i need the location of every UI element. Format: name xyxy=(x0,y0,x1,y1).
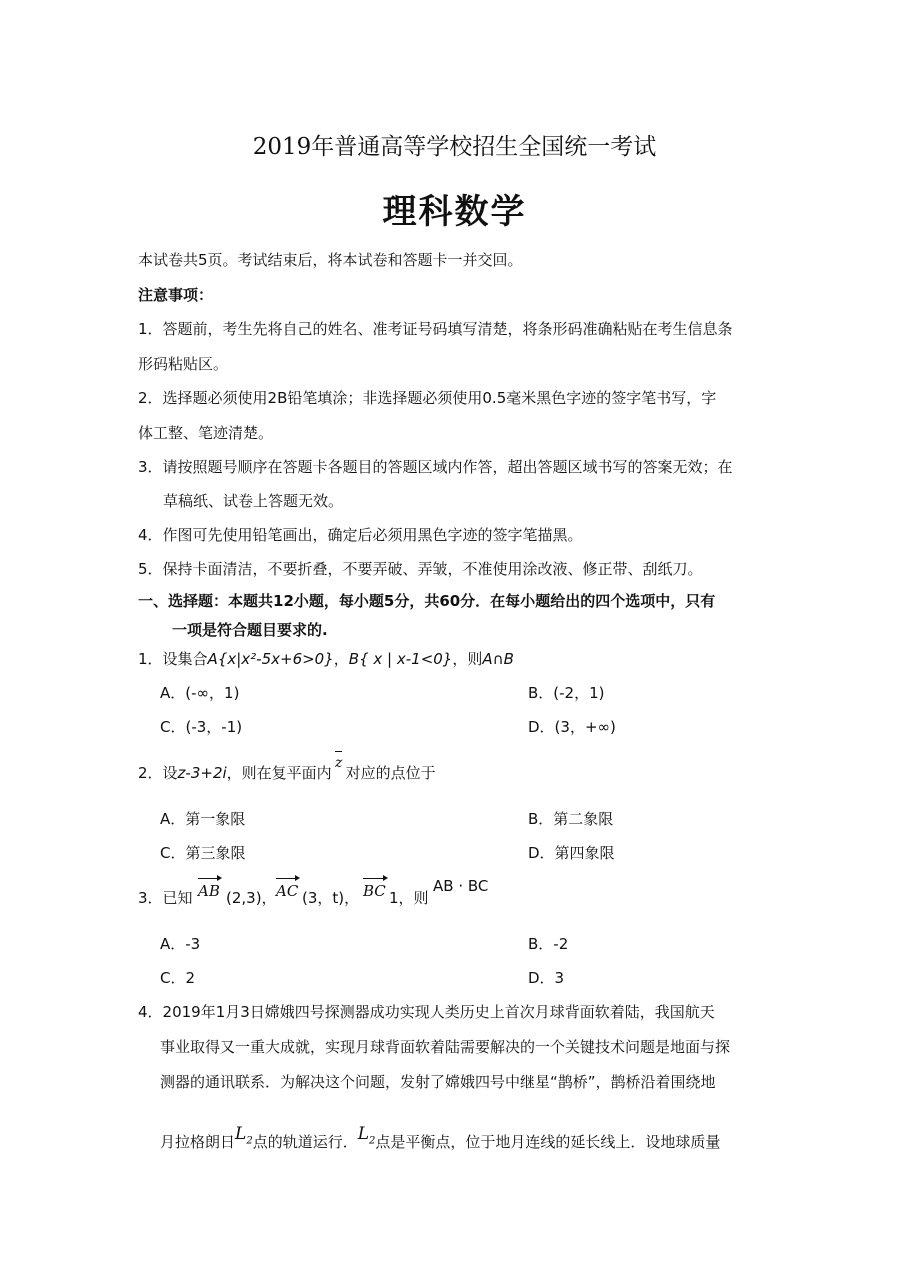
q4-line-4 xyxy=(160,1124,721,1159)
q3-ab-value: (2,3)， xyxy=(226,889,277,907)
q3-option-b: B．-2 xyxy=(528,935,569,953)
exam-subject: 理科数学 xyxy=(382,192,527,232)
q2-option-a: A．第一象限 xyxy=(160,810,246,828)
question-1 xyxy=(138,649,514,669)
q4-l2-symbol-2 xyxy=(357,1124,376,1147)
question-2 xyxy=(138,763,436,783)
q3-vector-ab xyxy=(198,881,220,901)
q4-line-1: 4．2019年1月3日嫦娥四号探测器成功实现人类历史上首次月球背面软着陆，我国航天 xyxy=(138,1003,715,1021)
note-5: 5．保持卡面清洁，不要折叠，不要弄破、弄皱，不准使用涂改液、修正带、刮纸刀。 xyxy=(138,560,703,578)
q3-bc-value: 1，则 xyxy=(389,889,429,907)
q1-set-a: A{x|x²-5x+6>0} xyxy=(207,650,334,668)
q4-line-2: 事业取得又一重大成就，实现月球背面软着陆需要解决的一个关键技术问题是地面与探 xyxy=(160,1038,731,1056)
q1-expression: A∩B xyxy=(482,650,514,668)
note-2b: 体工整、笔迹清楚。 xyxy=(138,424,274,442)
q4-l2-symbol xyxy=(235,1124,253,1147)
q1-set-b: B{ x | x-1<0} xyxy=(348,650,453,668)
q3-dot-product: AB · BC xyxy=(433,877,489,895)
q2-option-b: B．第二象限 xyxy=(528,810,614,828)
q1-option-c: C．(-3，-1) xyxy=(160,718,243,736)
q3-vector-ab-symbol: AB xyxy=(198,882,220,900)
q1-option-b: B．(-2，1) xyxy=(528,684,605,702)
q4-line-4-start: 月拉格朗日 xyxy=(160,1133,236,1151)
q3-ac-value: (3，t)， xyxy=(302,889,360,907)
note-3a: 3．请按照题号顺序在答题卡各题目的答题区域内作答，超出答题区域书写的答案无效；在 xyxy=(138,458,733,476)
intro-text: 本试卷共5页。考试结束后，将本试卷和答题卡一并交回。 xyxy=(138,251,523,269)
q2-z-expression: z-3+2i xyxy=(177,764,227,782)
q2-prefix: 2．设 xyxy=(138,764,178,782)
q3-option-c: C．2 xyxy=(160,969,196,987)
note-2a: 2．选择题必须使用2B铅笔填涂；非选择题必须使用0.5毫米黑色字迹的签字笔书写，字 xyxy=(138,389,717,407)
note-4: 4．作图可先使用铅笔画出，确定后必须用黑色字迹的签字笔描黑。 xyxy=(138,526,583,544)
q4-l2-subscript-2: 2 xyxy=(369,1135,376,1147)
q3-vector-bc-symbol: BC xyxy=(363,882,386,900)
q4-line-3: 测器的通讯联系．为解决这个问题，发射了嫦娥四号中继星“鹊桥”，鹊桥沿着围绕地 xyxy=(160,1073,716,1091)
q4-l2-subscript: 2 xyxy=(246,1135,253,1147)
q4-l2-letter-2: L xyxy=(357,1124,369,1144)
question-3-label: 3．已知 xyxy=(138,889,193,907)
section-1-heading-cont: 一项是符合题目要求的. xyxy=(172,621,328,639)
q4-line-4-middle: 点的轨道运行． xyxy=(252,1133,358,1151)
q2-option-c: C．第三象限 xyxy=(160,844,246,862)
q3-vector-bc xyxy=(363,881,386,901)
q2-option-d: D．第四象限 xyxy=(528,844,615,862)
q2-z-conjugate: z xyxy=(335,755,343,771)
exam-title: 2019年普通高等学校招生全国统一考试 xyxy=(252,134,657,160)
notes-heading: 注意事项： xyxy=(138,286,214,304)
q3-option-a: A．-3 xyxy=(160,935,201,953)
q3-vector-ac xyxy=(276,881,298,901)
q1-sep: ， xyxy=(333,650,349,668)
note-1b: 形码粘贴区。 xyxy=(138,355,229,373)
q1-suffix: ，则 xyxy=(452,650,483,668)
q2-middle: ，则在复平面内 xyxy=(226,764,332,782)
section-1-heading: 一、选择题：本题共12小题，每小题5分，共60分．在每小题给出的四个选项中，只有 xyxy=(138,592,716,610)
q1-prefix: 1．设集合 xyxy=(138,650,208,668)
q1-option-d: D．(3，+∞) xyxy=(528,718,616,736)
q3-option-d: D．3 xyxy=(528,969,565,987)
note-3b: 草稿纸、试卷上答题无效。 xyxy=(163,492,344,510)
q4-l2-letter: L xyxy=(235,1124,247,1144)
q4-line-4-end: 点是平衡点，位于地月连线的延长线上．设地球质量 xyxy=(375,1133,721,1151)
note-1a: 1．答题前，考生先将自己的姓名、准考证号码填写清楚，将条形码准确粘贴在考生信息条 xyxy=(138,320,733,338)
q1-option-a: A．(-∞，1) xyxy=(160,684,240,702)
q3-vector-ac-symbol: AC xyxy=(276,882,299,900)
q2-suffix: 对应的点位于 xyxy=(345,764,436,782)
